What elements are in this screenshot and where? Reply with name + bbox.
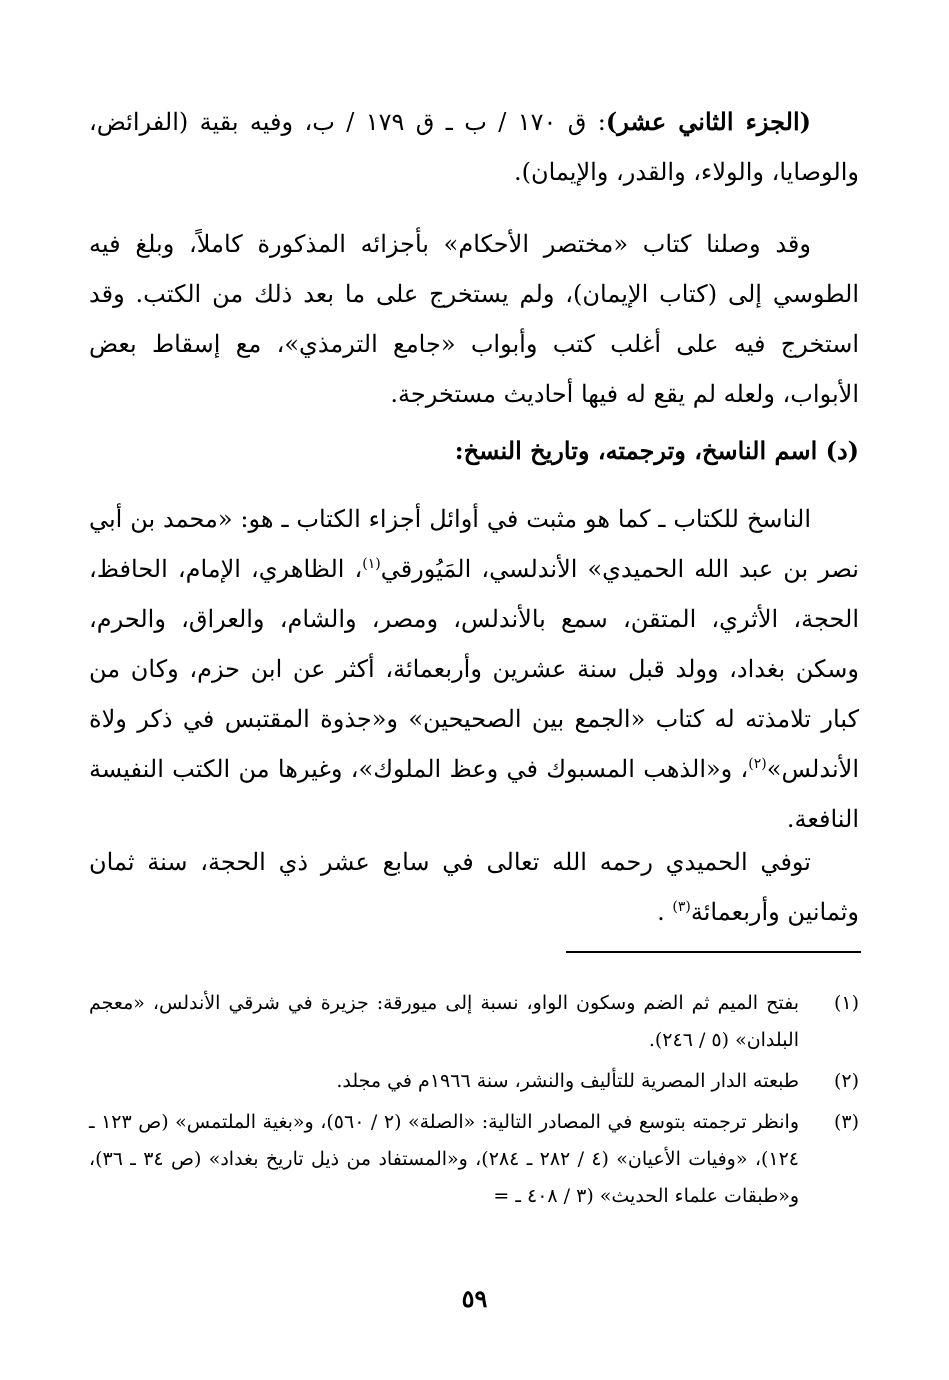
footnote-ref-3: (٣) (672, 899, 691, 915)
death-paragraph (89, 837, 859, 937)
death-end: . (657, 898, 673, 926)
footnote-1 (89, 985, 859, 1059)
footnote-3 (89, 1104, 859, 1215)
footnote-ref-1: (١) (362, 556, 381, 572)
footnote-text: طبعته الدار المصرية للتأليف والنشر، سنة ١٩٦٦م في مجلد. (336, 1070, 799, 1092)
copyist-text-part3: ، و«الذهب المسبوك في وعظ الملوك»، وغيرها من الكتب النفيسة النافعة. (89, 755, 859, 833)
footnote-text: وانظر ترجمته بتوسع في المصادر التالية: «الصلة» (٢ / ٥٦٠)، و«بغية الملتمس» (ص ١٢٣ ـ ١٢٤)، «وفيات الأعيان» (٤ / ٢٨٢ ـ ٢٨٤)، و«المستفاد من ذيل تاريخ بغداد» (ص ٣٤ ـ ٣٦)، و«طبقات علماء الحديث» (٣ / ٤٠٨ ـ = (89, 1111, 800, 1207)
copyist-text-part2: ، الظاهري، الإمام، الحافظ، الحجة، الأثري، المتقن، سمع بالأندلس، ومصر، والشام، والعراق، والحرم، وسكن بغداد، وولد قبل سنة عشرين وأربعمائة، أكثر عن ابن حزم، وكان من كبار تلامذته له كتاب «الجمع بين الصحيحين» و«جذوة المقتبس في ذكر ولاة الأندلس» (89, 555, 859, 783)
footnote-text: بفتح الميم ثم الضم وسكون الواو، نسبة إلى ميورقة: جزيرة في شرقي الأندلس، «معجم البلدان» (٥ / ٢٤٦). (89, 992, 799, 1051)
copyist-paragraph (89, 494, 859, 844)
footnote-2 (89, 1063, 859, 1100)
footnotes (89, 985, 859, 1219)
footnote-number: (١) (833, 992, 859, 1014)
footnote-number: (٣) (833, 1111, 859, 1133)
footnote-ref-2: (٢) (748, 756, 767, 772)
section-heading: (د) اسم الناسخ، وترجمته، وتاريخ النسخ: (454, 436, 859, 465)
death-text: توفي الحميدي رحمه الله تعالى في سابع عشر ذي الحجة، سنة ثمان وثمانين وأربعمائة (89, 848, 859, 926)
part-twelve-text: : ق ١٧٠ / ب ـ ق ١٧٩ / ب، وفيه بقية (الفرائض، والوصايا، والولاء، والقدر، والإيمان). (89, 108, 859, 186)
page-number: ٥٩ (461, 1284, 488, 1313)
part-twelve-heading: (الجزء الثاني عشر) (605, 107, 811, 136)
footnote-divider (566, 951, 861, 953)
part-twelve-paragraph (89, 97, 859, 197)
footnote-number: (٢) (833, 1070, 859, 1092)
copyist-text-part1: الناسخ للكتاب ـ كما هو مثبت في أوائل أجزاء الكتاب ـ هو: «محمد بن أبي نصر بن عبد الله الحميدي» الأندلسي، المَيُورقي (89, 505, 859, 583)
book-paragraph: وقد وصلنا كتاب «مختصر الأحكام» بأجزائه المذكورة كاملاً، وبلغ فيه الطوسي إلى (كتاب الإيمان)، ولم يستخرج على ما بعد ذلك من الكتب. وقد استخرج فيه على أغلب كتب وأبواب «جامع الترمذي»، مع إسقاط بعض الأبواب، ولعله لم يقع له فيها أحاديث مستخرجة. (89, 230, 859, 408)
